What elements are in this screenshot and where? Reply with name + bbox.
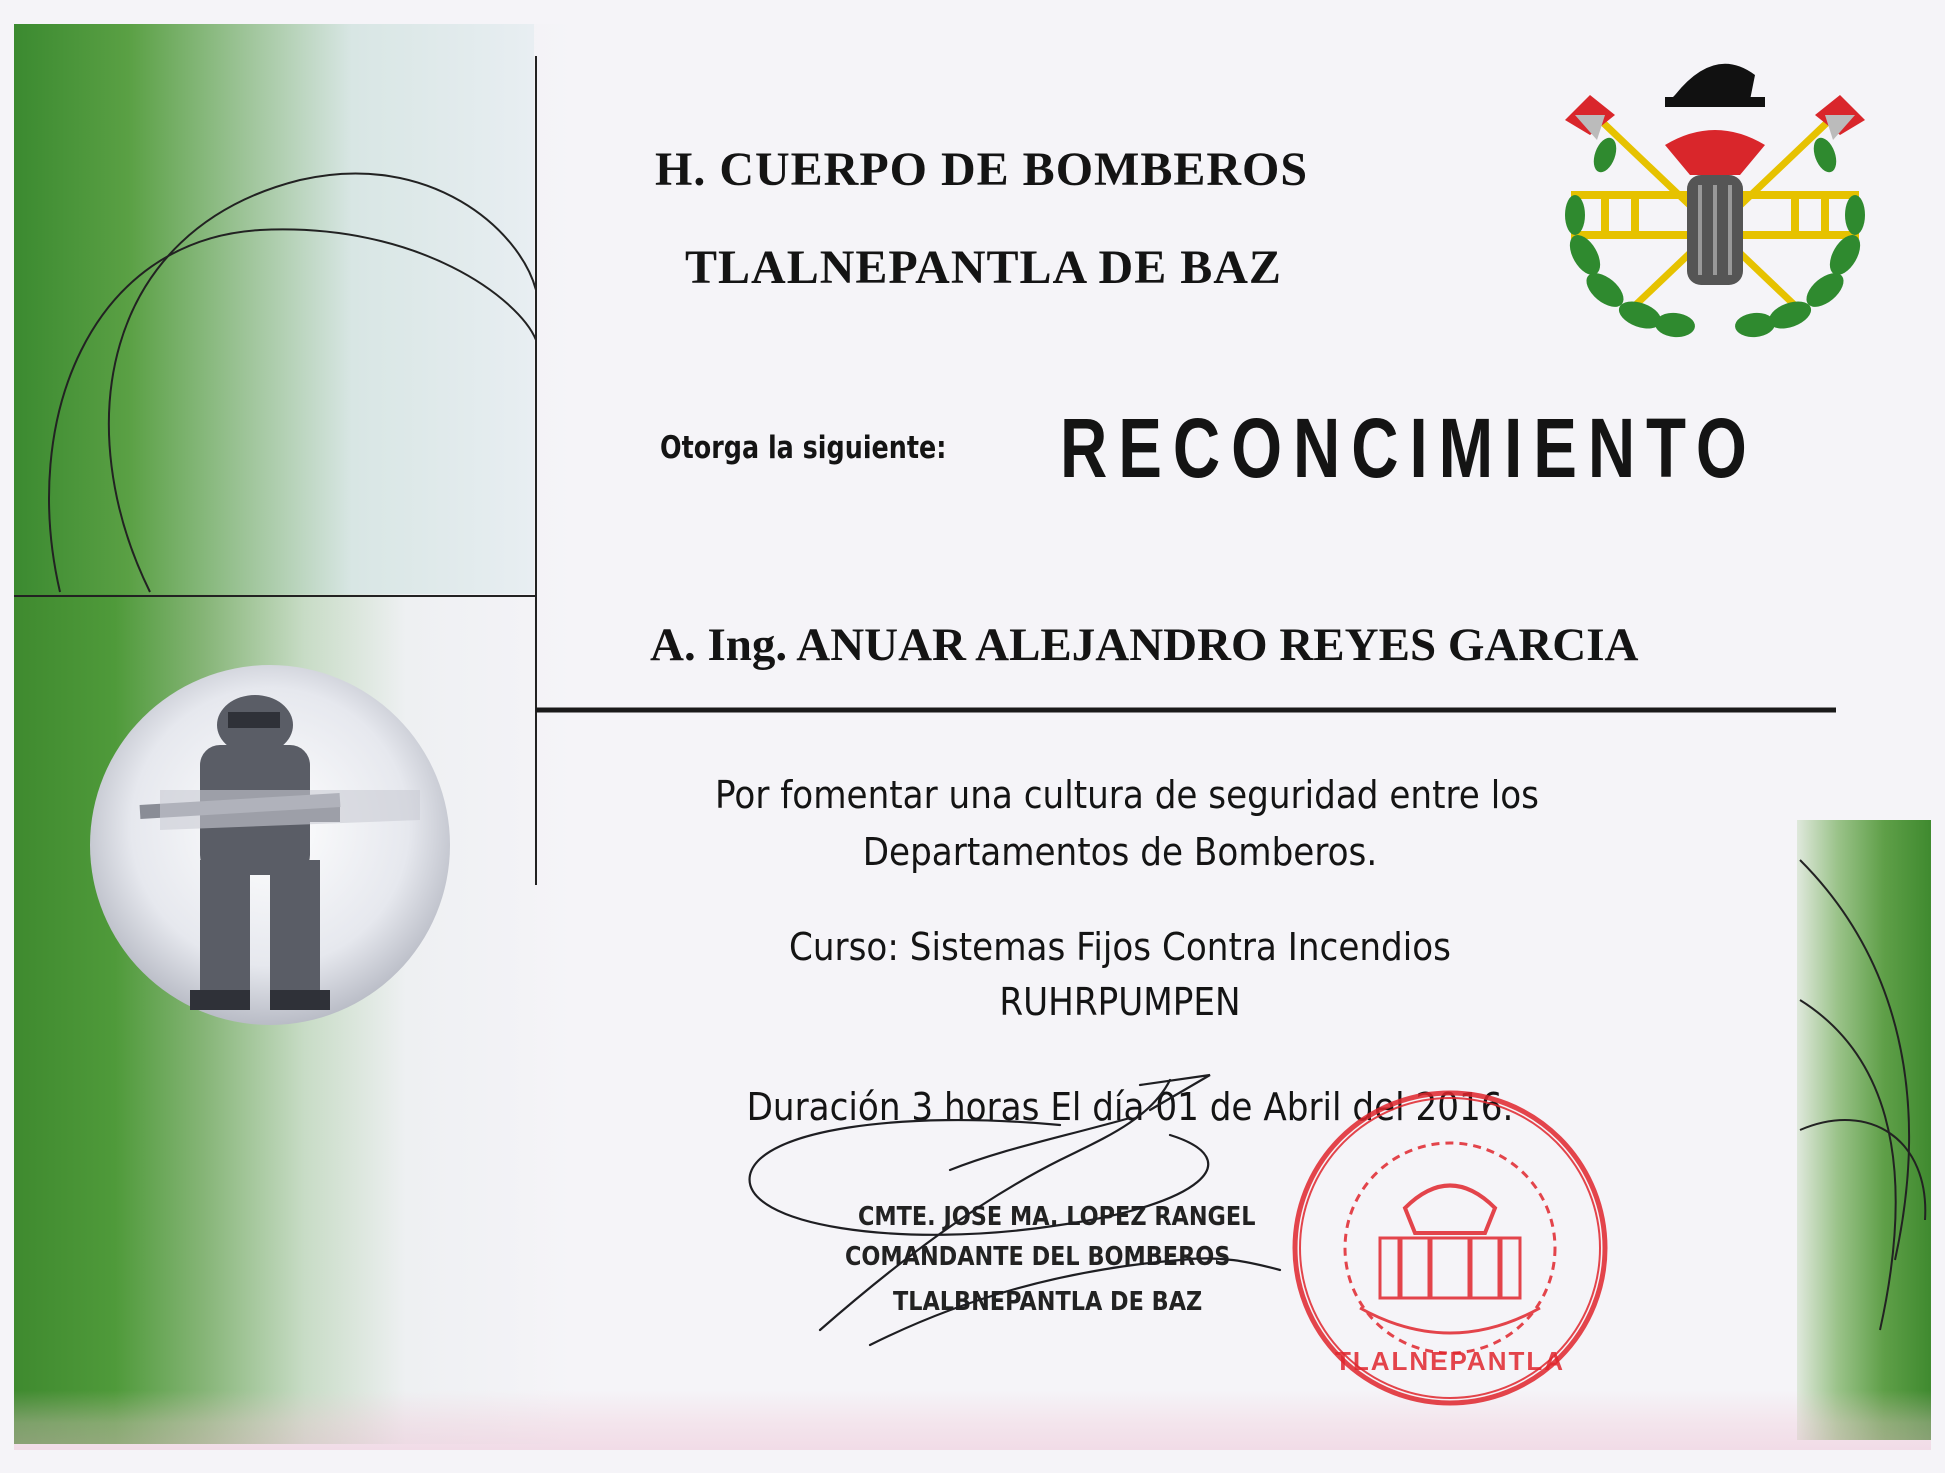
course-line2: RUHRPUMPEN	[999, 980, 1241, 1024]
org-name-line1: H. CUERPO DE BOMBEROS	[655, 143, 1309, 196]
recipient-name: A. Ing. ANUAR ALEJANDRO REYES GARCIA	[650, 619, 1639, 671]
grants-label: Otorga la siguiente:	[660, 430, 947, 466]
reason-line2: Departamentos de Bomberos.	[862, 830, 1378, 874]
stamp-text: TLALNEPANTLA	[1334, 1346, 1566, 1376]
signer-name: CMTE. JOSE MA. LOPEZ RANGEL	[858, 1202, 1256, 1232]
course-line1: Curso: Sistemas Fijos Contra Incendios	[788, 925, 1452, 969]
reason-line1: Por fomentar una cultura de seguridad entre los	[715, 773, 1539, 817]
org-name-line2: TLALNEPANTLA DE BAZ	[685, 241, 1282, 294]
award-title: RECONCIMIENTO	[1060, 401, 1758, 495]
duration-line: Duración 3 horas El día 01 de Abril del 2016.	[746, 1085, 1514, 1129]
signer-place: TLALBNEPANTLA DE BAZ	[893, 1287, 1203, 1317]
signer-title: COMANDANTE DEL BOMBEROS	[845, 1242, 1231, 1272]
